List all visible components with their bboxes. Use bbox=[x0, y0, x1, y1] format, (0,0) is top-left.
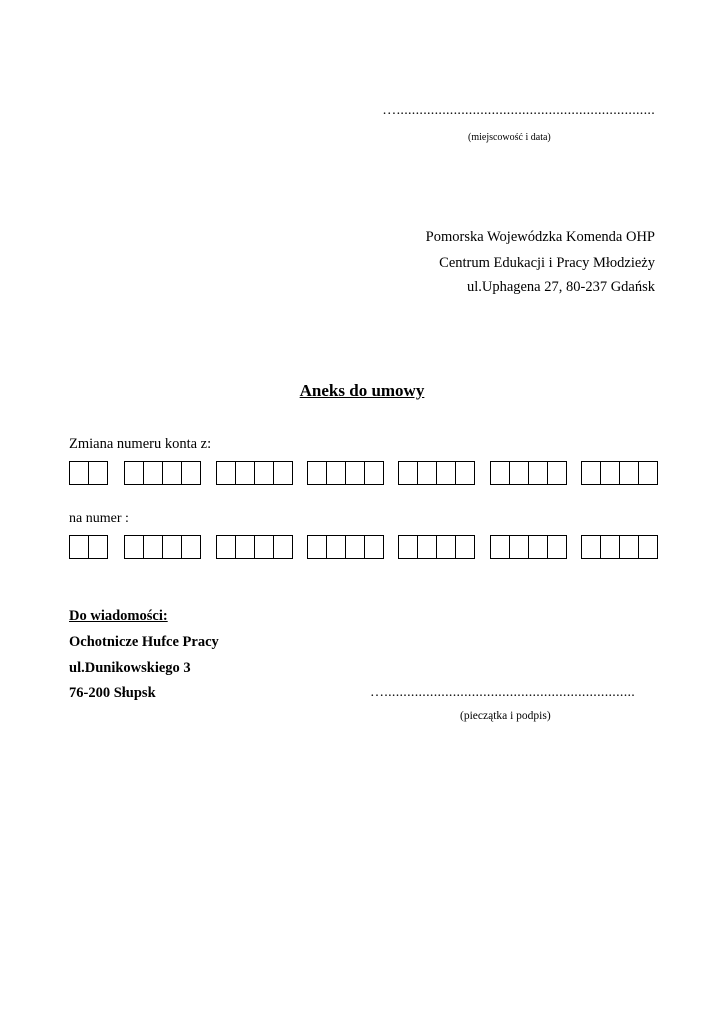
notice-org-street: ul.Dunikowskiego 3 bbox=[69, 660, 191, 676]
account-digit-box[interactable] bbox=[143, 535, 163, 559]
account-digit-box[interactable] bbox=[455, 461, 475, 485]
account-digit-box[interactable] bbox=[326, 461, 346, 485]
account-digit-box[interactable] bbox=[638, 535, 658, 559]
account-digit-box[interactable] bbox=[398, 535, 418, 559]
account-digit-group bbox=[398, 535, 475, 559]
signature-line[interactable]: ….................................................................. bbox=[370, 685, 636, 700]
account-digit-box[interactable] bbox=[619, 461, 639, 485]
document-title: Aneks do umowy bbox=[299, 381, 425, 400]
account-digit-box[interactable] bbox=[143, 461, 163, 485]
account-digit-box[interactable] bbox=[581, 461, 601, 485]
account-digit-box[interactable] bbox=[162, 461, 182, 485]
account-digit-group bbox=[581, 535, 658, 559]
account-digit-box[interactable] bbox=[307, 461, 327, 485]
account-digit-group bbox=[69, 461, 108, 485]
account-digit-group bbox=[69, 535, 108, 559]
recipient-line-3: ul.Uphagena 27, 80-237 Gdańsk bbox=[466, 279, 655, 295]
account-digit-group bbox=[490, 535, 567, 559]
account-digit-box[interactable] bbox=[88, 461, 108, 485]
account-digit-box[interactable] bbox=[528, 535, 548, 559]
notice-org-name: Ochotnicze Hufce Pracy bbox=[69, 634, 219, 650]
recipient-line-1: Pomorska Wojewódzka Komenda OHP bbox=[425, 229, 655, 245]
date-place-caption: (miejscowość i data) bbox=[468, 132, 551, 143]
account-digit-group bbox=[581, 461, 658, 485]
account-digit-box[interactable] bbox=[216, 535, 236, 559]
account-digit-box[interactable] bbox=[235, 535, 255, 559]
account-digit-box[interactable] bbox=[417, 535, 437, 559]
account-digit-box[interactable] bbox=[124, 461, 144, 485]
account-digit-group bbox=[307, 535, 384, 559]
account-digit-box[interactable] bbox=[455, 535, 475, 559]
account-digit-box[interactable] bbox=[254, 535, 274, 559]
account-digit-box[interactable] bbox=[417, 461, 437, 485]
new-account-label: na numer : bbox=[69, 511, 129, 526]
account-digit-box[interactable] bbox=[181, 535, 201, 559]
recipient-line-2: Centrum Edukacji i Pracy Młodzieży bbox=[439, 255, 655, 271]
account-digit-box[interactable] bbox=[88, 535, 108, 559]
account-digit-box[interactable] bbox=[600, 461, 620, 485]
account-digit-group bbox=[307, 461, 384, 485]
account-digit-box[interactable] bbox=[181, 461, 201, 485]
account-digit-box[interactable] bbox=[69, 461, 89, 485]
account-digit-box[interactable] bbox=[509, 535, 529, 559]
account-digit-box[interactable] bbox=[273, 461, 293, 485]
account-digit-group bbox=[124, 535, 201, 559]
account-digit-box[interactable] bbox=[490, 535, 510, 559]
account-digit-box[interactable] bbox=[69, 535, 89, 559]
account-digit-box[interactable] bbox=[254, 461, 274, 485]
account-digit-box[interactable] bbox=[528, 461, 548, 485]
account-digit-box[interactable] bbox=[235, 461, 255, 485]
account-digit-group bbox=[124, 461, 201, 485]
account-digit-box[interactable] bbox=[273, 535, 293, 559]
account-digit-box[interactable] bbox=[581, 535, 601, 559]
account-digit-box[interactable] bbox=[600, 535, 620, 559]
account-digit-box[interactable] bbox=[638, 461, 658, 485]
account-digit-group bbox=[216, 461, 293, 485]
account-digit-group bbox=[490, 461, 567, 485]
account-digit-group bbox=[398, 461, 475, 485]
signature-caption: (pieczątka i podpis) bbox=[460, 710, 551, 722]
account-digit-box[interactable] bbox=[436, 535, 456, 559]
account-digit-box[interactable] bbox=[509, 461, 529, 485]
account-digit-box[interactable] bbox=[345, 535, 365, 559]
account-digit-box[interactable] bbox=[124, 535, 144, 559]
old-account-label: Zmiana numeru konta z: bbox=[69, 436, 212, 452]
date-place-line[interactable]: ….................................................................... bbox=[382, 103, 655, 118]
account-digit-box[interactable] bbox=[398, 461, 418, 485]
account-digit-box[interactable] bbox=[436, 461, 456, 485]
account-digit-box[interactable] bbox=[307, 535, 327, 559]
account-digit-box[interactable] bbox=[216, 461, 236, 485]
notice-heading: Do wiadomości: bbox=[69, 608, 168, 624]
account-digit-box[interactable] bbox=[490, 461, 510, 485]
account-digit-box[interactable] bbox=[326, 535, 346, 559]
notice-org-city: 76-200 Słupsk bbox=[69, 685, 156, 701]
account-digit-box[interactable] bbox=[364, 461, 384, 485]
account-digit-box[interactable] bbox=[547, 535, 567, 559]
account-digit-box[interactable] bbox=[345, 461, 365, 485]
account-digit-group bbox=[216, 535, 293, 559]
account-digit-box[interactable] bbox=[162, 535, 182, 559]
account-digit-box[interactable] bbox=[619, 535, 639, 559]
account-digit-box[interactable] bbox=[364, 535, 384, 559]
account-digit-box[interactable] bbox=[547, 461, 567, 485]
